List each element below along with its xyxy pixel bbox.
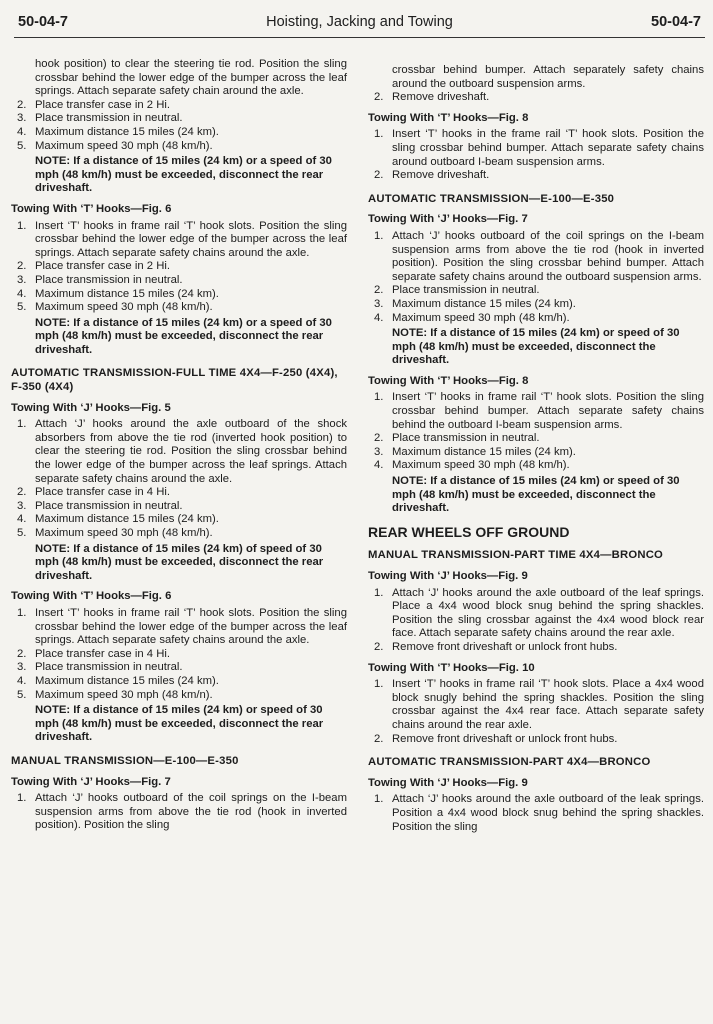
section-heading: AUTOMATIC TRANSMISSION-FULL TIME 4X4—F-250 (4X4), F-350 (4X4)	[11, 367, 338, 394]
list-item-text: Maximum speed 30 mph (48 km/h).	[35, 139, 213, 152]
list-item-text: Insert ‘T’ hooks in frame rail ‘T’ hook slots. Position the sling crossbar behind bumper. Attach separate safety chains behind the outboard I-beam suspension arms.	[392, 391, 704, 431]
list-number: 2.	[374, 284, 384, 297]
subheading: Towing With ‘T’ Hooks—Fig. 10	[368, 661, 535, 674]
subheading: Towing With ‘J’ Hooks—Fig. 9	[368, 776, 528, 789]
list-item	[11, 527, 347, 541]
list-item	[11, 140, 347, 154]
list-number: 4.	[17, 674, 27, 687]
list-item	[368, 459, 704, 473]
list-item	[11, 220, 347, 261]
list-item	[368, 641, 704, 655]
subheading: Towing With ‘T’ Hooks—Fig. 6	[11, 590, 172, 603]
list-item	[368, 587, 704, 641]
list-item	[368, 298, 704, 312]
list-number: 2.	[17, 486, 27, 499]
list-item	[11, 260, 347, 274]
list-item-text: Remove front driveshaft or unlock front hubs.	[392, 640, 618, 653]
list-number: 5.	[17, 139, 27, 152]
list-number: 1.	[374, 391, 384, 404]
list-item	[368, 446, 704, 460]
list-item-text: Maximum speed 30 mph (48 km/h).	[392, 311, 570, 324]
list-item-text: Maximum speed 30 mph (48 km/h).	[35, 527, 213, 539]
list-item	[11, 648, 347, 662]
list-item	[11, 99, 347, 113]
list-item-text: Insert ‘T’ hooks in frame rail ‘T’ hook slots. Place a 4x4 wood block snugly behind the spring shackles. Position the sling crossbar against the 4x4 rear face. Attach separate safety chains around the rear axle.	[392, 678, 704, 731]
list-item-text: Place transmission in neutral.	[35, 499, 183, 512]
list-number: 4.	[17, 125, 27, 138]
list-item-text: Place transmission in neutral.	[35, 273, 183, 286]
list-item-text: Place transmission in neutral.	[35, 661, 183, 674]
list-number: 3.	[374, 445, 384, 458]
list-item	[11, 500, 347, 514]
list-number: 5.	[17, 688, 27, 701]
list-number: 1.	[374, 586, 384, 599]
list-item-text: Place transfer case in 2 Hi.	[35, 260, 170, 273]
list-item	[11, 126, 347, 140]
list-number: 4.	[374, 459, 384, 472]
list-item-text: Maximum distance 15 miles (24 km).	[35, 287, 219, 300]
list-number: 1.	[17, 792, 27, 805]
list-item-text: Place transfer case in 4 Hi.	[35, 486, 170, 499]
list-item	[11, 675, 347, 689]
list-item	[368, 391, 704, 432]
note-text: NOTE: If a distance of 15 miles (24 km) of speed of 30 mph (48 km/h) must be exceeded, disconnect the rear driveshaft.	[35, 542, 324, 582]
list-number: 2.	[17, 647, 27, 660]
list-item	[368, 230, 704, 284]
list-item	[368, 793, 704, 834]
list-item-text: Place transfer case in 2 Hi.	[35, 98, 170, 111]
list-item-text: Remove front driveshaft or unlock front hubs.	[392, 732, 618, 745]
list-item-text: Place transfer case in 4 Hi.	[35, 647, 170, 660]
list-item-text: Place transmission in neutral.	[35, 112, 183, 125]
list-number: 2.	[374, 432, 384, 445]
list-item-text: Maximum distance 15 miles (24 km).	[35, 125, 219, 138]
list-item	[368, 91, 704, 105]
list-item-text: Place transmission in neutral.	[392, 432, 540, 445]
list-number: 1.	[374, 229, 384, 242]
list-item	[368, 678, 704, 732]
note-text: NOTE: If a distance of 15 miles (24 km) or speed of 30 mph (48 km/h) must be exceeded, disconnect the rear driveshaft.	[35, 704, 324, 744]
list-item	[368, 312, 704, 326]
page-title: Hoisting, Jacking and Towing	[266, 14, 453, 30]
right-column	[368, 64, 704, 834]
list-item	[11, 661, 347, 675]
subheading: Towing With ‘J’ Hooks—Fig. 7	[368, 213, 528, 226]
list-number: 2.	[17, 98, 27, 111]
list-number: 2.	[374, 732, 384, 745]
subheading: Towing With ‘J’ Hooks—Fig. 7	[11, 775, 171, 788]
list-item	[368, 432, 704, 446]
list-number: 3.	[17, 499, 27, 512]
list-item-text: Remove driveshaft.	[392, 169, 490, 182]
list-number: 1.	[374, 793, 384, 806]
list-number: 3.	[17, 112, 27, 125]
list-item-text: Maximum speed 30 mph (48 km/h).	[35, 301, 213, 314]
left-column	[11, 58, 347, 833]
list-item-text: Place transmission in neutral.	[392, 284, 540, 297]
list-number: 1.	[17, 606, 27, 619]
subheading: Towing With ‘T’ Hooks—Fig. 6	[11, 202, 172, 215]
section-heading: AUTOMATIC TRANSMISSION-PART 4X4—BRONCO	[368, 756, 651, 769]
page-number-left: 50-04-7	[18, 14, 68, 30]
list-number: 4.	[17, 287, 27, 300]
list-number: 1.	[17, 219, 27, 232]
list-item-text: Attach ‘J’ hooks around the axle outboard of the shock absorbers from above the tie rod (inverted hook position) to clear the steering tie rod. Position the sling crossbar behind the lower edge of the bumper across the leaf springs. Attach separate safety chains around the axle.	[35, 418, 347, 485]
note-text: NOTE: If a distance of 15 miles (24 km) or speed of 30 mph (48 km/h) must be exceeded, disconnect the driveshaft.	[392, 327, 680, 367]
list-item	[11, 418, 347, 486]
list-item	[11, 607, 347, 648]
subheading: Towing With ‘T’ Hooks—Fig. 8	[368, 374, 529, 387]
section-heading: AUTOMATIC TRANSMISSION—E-100—E-350	[368, 192, 615, 205]
list-number: 5.	[17, 527, 27, 539]
list-number: 2.	[374, 169, 384, 182]
list-number: 3.	[17, 661, 27, 674]
list-item-text: Maximum speed 30 mph (48 km/n).	[35, 688, 213, 701]
subheading: Towing With ‘T’ Hooks—Fig. 8	[368, 111, 529, 124]
list-item	[11, 792, 347, 833]
list-number: 1.	[374, 128, 384, 141]
list-number: 2.	[17, 260, 27, 273]
list-item	[368, 169, 704, 183]
list-item-text: Maximum distance 15 miles (24 km).	[35, 513, 219, 526]
list-item	[11, 486, 347, 500]
list-item-text: Maximum distance 15 miles (24 km).	[392, 445, 576, 458]
list-number: 5.	[17, 301, 27, 314]
list-number: 4.	[17, 513, 27, 526]
list-number: 2.	[374, 640, 384, 653]
list-item-text: Attach ‘J’ hooks outboard of the coil springs on the I-beam suspension arms from above the tie rod (hook in inverted position). Position the sling	[35, 792, 347, 832]
list-number: 1.	[374, 678, 384, 691]
major-heading: REAR WHEELS OFF GROUND	[368, 523, 570, 540]
list-item-text: Maximum distance 15 miles (24 km).	[392, 297, 576, 310]
list-item-text: Attach ‘J’ hooks around the axle outboard of the leak springs. Position a 4x4 wood block snug behind the spring shackles. Position the sling	[392, 793, 704, 833]
list-item	[11, 689, 347, 703]
continued-text: crossbar behind bumper. Attach separately safety chains around the outboard suspension arms.	[392, 64, 704, 90]
section-heading: MANUAL TRANSMISSION-PART TIME 4X4—BRONCO	[368, 549, 664, 562]
list-item-text: Insert ‘T’ hooks in the frame rail ‘T’ hook slots. Position the sling crossbar behind bumper. Attach separate safety chains around outboard I-beam suspension arms.	[392, 128, 704, 168]
list-item	[11, 301, 347, 315]
list-number: 1.	[17, 418, 27, 431]
list-number: 4.	[374, 311, 384, 324]
list-item	[368, 733, 704, 747]
list-item	[11, 274, 347, 288]
page-header	[18, 14, 701, 34]
list-item-text: Insert ‘T’ hooks in frame rail ‘T’ hook slots. Position the sling crossbar behind the lower edge of the bumper across the leaf springs. Attach separate safety chains around the axle.	[35, 219, 347, 259]
list-number: 3.	[374, 297, 384, 310]
note-text: NOTE: If a distance of 15 miles (24 km) or speed of 30 mph (48 km/h) must be exceeded, disconnect the driveshaft.	[392, 475, 680, 515]
list-item	[368, 284, 704, 298]
list-item-text: Remove driveshaft.	[392, 91, 490, 104]
list-number: 3.	[17, 273, 27, 286]
list-item-text: Attach ‘J’ hooks outboard of the coil springs on the I-beam suspension arms from above the tie rod (hook in inverted position). Position the sling crossbar behind bumper. Attach separate safety chains around the outboard suspension arms.	[392, 229, 704, 283]
list-number: 2.	[374, 91, 384, 104]
section-heading: MANUAL TRANSMISSION—E-100—E-350	[11, 754, 239, 767]
list-item-text: Maximum speed 30 mph (48 km/h).	[392, 459, 570, 472]
list-item-text: Insert ‘T’ hooks in frame rail ‘T’ hook slots. Position the sling crossbar behind the lower edge of the bumper across the leaf springs. Attach separate safety chains around the axle.	[35, 606, 347, 647]
list-item	[11, 112, 347, 126]
subheading: Towing With ‘J’ Hooks—Fig. 5	[11, 401, 171, 414]
note-text: NOTE: If a distance of 15 miles (24 km) or a speed of 30 mph (48 km/h) must be exceeded, disconnect the rear driveshaft.	[35, 316, 332, 356]
header-rule	[14, 37, 705, 38]
list-item	[11, 288, 347, 302]
note-text: NOTE: If a distance of 15 miles (24 km) or a speed of 30 mph (48 km/h) must be exceeded, disconnect the rear driveshaft.	[35, 155, 332, 195]
list-item	[11, 513, 347, 527]
continued-text: hook position) to clear the steering tie rod. Position the sling crossbar behind the lower edge of the bumper across the leaf springs. Attach separate safety chain around the axle.	[35, 58, 347, 98]
list-item-text: Attach ‘J’ hooks around the axle outboard of the leaf springs. Place a 4x4 wood block snug behind the spring shackles. Position the sling crossbar against the 4x4 wood block rear face. Attach separate safety chains around the rear axle.	[392, 586, 704, 640]
list-item	[368, 128, 704, 169]
subheading: Towing With ‘J’ Hooks—Fig. 9	[368, 570, 528, 582]
list-item-text: Maximum distance 15 miles (24 km).	[35, 674, 219, 687]
page-number-right: 50-04-7	[651, 14, 701, 30]
